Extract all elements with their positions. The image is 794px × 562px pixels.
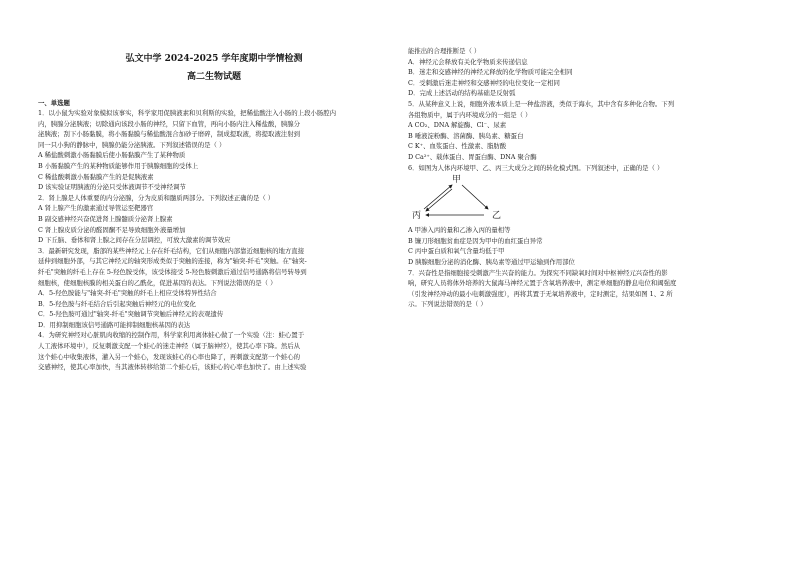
right-column [408,0,770,310]
option-c: C K⁺、血浆蛋白、性激素、脂肪酸 [408,142,507,151]
question-5 [408,99,770,163]
question-3 [38,246,390,331]
option-b: B 唾液淀粉酶、溶菌酶、胰岛素、糖蛋白 [408,131,524,140]
label-yi: 乙 [492,211,502,222]
question-line: 7．兴奋性是指细胞接受刺激产生兴奋的能力。为探究不同缺氧时间对中枢神经元兴奋性的影 [408,268,668,277]
option-d: D．用抑制细胞该信号通路可能抑制细胞核基因的表达 [38,320,191,329]
exam-title: 弘文中学 2024-2025 学年度期中学情检测 [125,54,303,64]
option-c: C 肾上腺皮质分泌的醛固酮不足导致细胞外液量增加 [38,225,186,234]
option-b: B．迷走和交感神经的神经元释放的化学物质可能完全相同 [408,68,573,77]
option-c: C 稀盐酸刺激小肠黏膜产生的是促胰液素 [38,172,154,181]
question-line: 2．肾上腺是人体重要的内分泌腺，分为皮质和髓质两部分。下列叙述正确的是（ ） [38,193,275,202]
option-a: A 稀盐酸刺激小肠黏膜后使小肠黏膜产生了某种物质 [38,151,186,160]
option-c: C 丙中蛋白质和氧气含量均低于甲 [408,247,505,256]
question-line: 各组物质中，属于内环境成分的一组是（ ） [408,110,532,119]
section-heading: 一、单选题 [38,99,70,107]
option-a: A．5-羟色胺能与"轴突-纤毛"突触的纤毛上相应受体特异性结合 [38,289,217,298]
question-7 [408,268,770,310]
option-a: A 甲渗入丙的量和乙渗入丙的量相等 [408,226,511,235]
body-fluid-diagram [410,175,520,223]
question-2 [38,193,390,246]
option-d: D 该实验证明胰液的分泌只受体液调节不受神经调节 [38,183,186,192]
arrow-top-to-right [462,185,488,209]
label-bing: 丙 [412,211,422,222]
question-line: 3．最新研究发现，脂部的某些神经元上存在纤毛结构，它们从细胞内部靠近细胞核的地方直接 [38,246,305,255]
left-column [38,0,390,373]
question-line: 示。下列说法错误的是（ ） [408,300,487,309]
question-line: 细胞核，使细胞核膜的相关蛋白的乙酰化，促进基因的表达。下列说法错误的是（ ） [38,278,277,287]
option-b: B 副交感神经兴奋促进肾上腺髓质分泌肾上腺素 [38,214,173,223]
question-line: 人工液体环境中），反复刺激支配一个蛙心的迷走神经（属于脑神经），使其心率下降。然后从 [38,342,301,351]
question-line: 能推出的合理推断是（ ） [408,47,481,55]
exam-subtitle: 高二生物试题 [186,72,241,82]
option-a: A 肾上腺产生的激素通过导管运至靶器官 [38,204,154,213]
option-d: D Ca²⁺、载体蛋白、胃蛋白酶、DNA 聚合酶 [408,152,537,161]
arrow-top-to-left [426,189,452,211]
question-line: 泌胰液；刮下小肠黏膜，将小肠黏膜与稀盐酸混合加砂子磨碎，制成提取液，将提取液注射到 [38,130,301,139]
option-d: D．完成上述活动的结构基础是反射弧 [408,89,516,98]
question-line: 这个蛙心中收集液体，灌入另一个蛙心，发现该蛙心的心率也降了，再刺激支配第一个蛙心的 [38,352,301,361]
option-b: B．5-羟色胺与纤毛结合后引起突触后神经元的电位变化 [38,299,196,308]
option-d: D 胰腺细胞分泌的消化酶、胰岛素等通过甲运输到作用部位 [408,257,575,266]
question-line: 交感神经，使其心率加快，当其液体转移给第二个蛙心后，该蛙心的心率也加快了。由上述实验 [38,363,307,372]
option-c: C．5-羟色胺可通过"轴突-纤毛"突触调节突触后神经元的表观遗传 [38,310,224,319]
question-line: 延伸到细胞外部，与其它神经元的轴突形成类似于突触的连接，称为"轴突-纤毛"突触。在"轴突- [38,257,307,266]
option-b: B 小肠黏膜产生的某种物质能够作用于胰腺细胞的受体上 [38,161,199,170]
question-line: 同一只小狗的静脉中，胰腺仍能分泌胰液。下列叙述错误的是（ ） [38,140,226,149]
question-1 [38,108,390,193]
question-line: 响，研究人员将体外培养的大鼠海马神经元置于含氧培养液中，测定单细胞的静息电位和阈强度 [408,279,677,288]
option-b: B 镰刀形细胞贫血症是因为甲中的血红蛋白异常 [408,236,543,245]
diagram-arrows [410,175,520,223]
question-line: 1．以小鼠为实验对象模拟该事实，科学家用促胰液素和贝利斯的实验，把稀盐酸注入小肠的上段小肠腔内 [38,109,337,117]
question-line: 4．为研究神经对心脏肌肉收缩的控制作用，科学家利用离体蛙心做了一个实验（注：蛙心置于 [38,331,305,340]
question-6 [408,163,770,268]
label-jia: 甲 [452,175,462,186]
arrow-left-to-top [424,185,452,209]
question-line: 5．从某种意义上说，细胞外液本质上是一种盐溶液，类似于海水，其中含有多种化合物。下列 [408,99,675,108]
question-4 [38,330,390,372]
option-d: D 下丘脑、垂体和肾上腺之间存在分层调控，可放大激素的调节效应 [38,236,231,245]
option-a: A CO₂、DNA 解旋酶、Cl⁻、尿素 [408,121,507,130]
exam-header [38,0,390,84]
option-c: C．受刺激后迷走神经和交感神经的电位变化一定相同 [408,78,560,87]
question-line: 6．如图为人体内环境甲、乙、丙三大成分之间的转化模式图。下列叙述中，正确的是（ ） [408,163,664,172]
question-line: 纤毛"突触的纤毛上存在 5-羟色胺受体，该受体接受 5-羟色胺刺激后通过信号通路将信号转导到 [38,267,307,276]
option-a: A．神经元会释放有关化学物质来传递信息 [408,57,528,66]
question-line: 内，胰腺分泌胰液；切除通向该段小肠的神经，只留下血管，再向小肠内注入稀盐酸，胰腺分 [38,119,301,128]
question-line: （引发神经冲动的最小电刺激强度），再将其置于无氧培养液中，定时测定，结果如图 1、2 所 [408,289,673,298]
